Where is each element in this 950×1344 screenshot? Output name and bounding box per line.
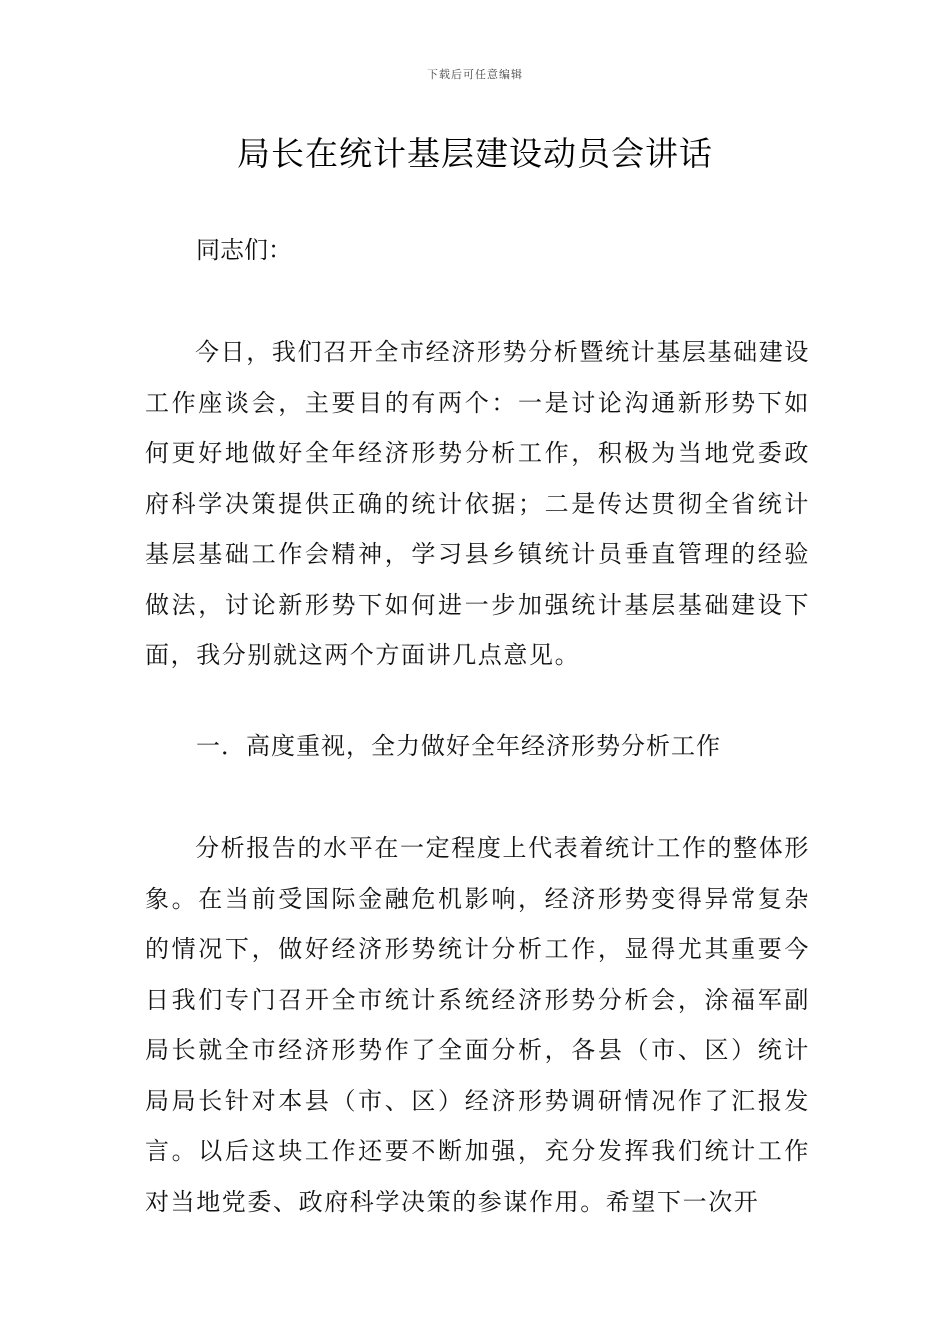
salutation: 同志们： <box>196 236 292 264</box>
section-heading: 一．高度重视，全力做好全年经济形势分析工作 <box>196 732 721 760</box>
header-note: 下载后可任意编辑 <box>427 68 523 81</box>
body-paragraph-intro: 今日，我们召开全市经济形势分析暨统计基层基础建设工作座谈会，主要目的有两个：一是讨论沟通新形势下如何更好地做好全年经济形势分析工作，积极为当地党委政府科学决策提供正确的统计依据；二是传达贯彻全省统计基层基础工作会精神，学习县乡镇统计员垂直管理的经验做法，讨论新形势下如何进一步加强统计基层基础建设下面，我分别就这两个方面讲几点意见。 <box>145 338 810 669</box>
body-paragraph-analysis: 分析报告的水平在一定程度上代表着统计工作的整体形象。在当前受国际金融危机影响，经济形势变得异常复杂的情况下，做好经济形势统计分析工作，显得尤其重要今日我们专门召开全市统计系统经济形势分析会，涂福军副局长就全市经济形势作了全面分析，各县（市、区）统计局局长针对本县（市、区）经济形势调研情况作了汇报发言。以后这块工作还要不断加强，充分发挥我们统计工作对当地党委、政府科学决策的参谋作用。希望下一次开 <box>145 834 810 1216</box>
document-title: 局长在统计基层建设动员会讲话 <box>237 134 713 173</box>
